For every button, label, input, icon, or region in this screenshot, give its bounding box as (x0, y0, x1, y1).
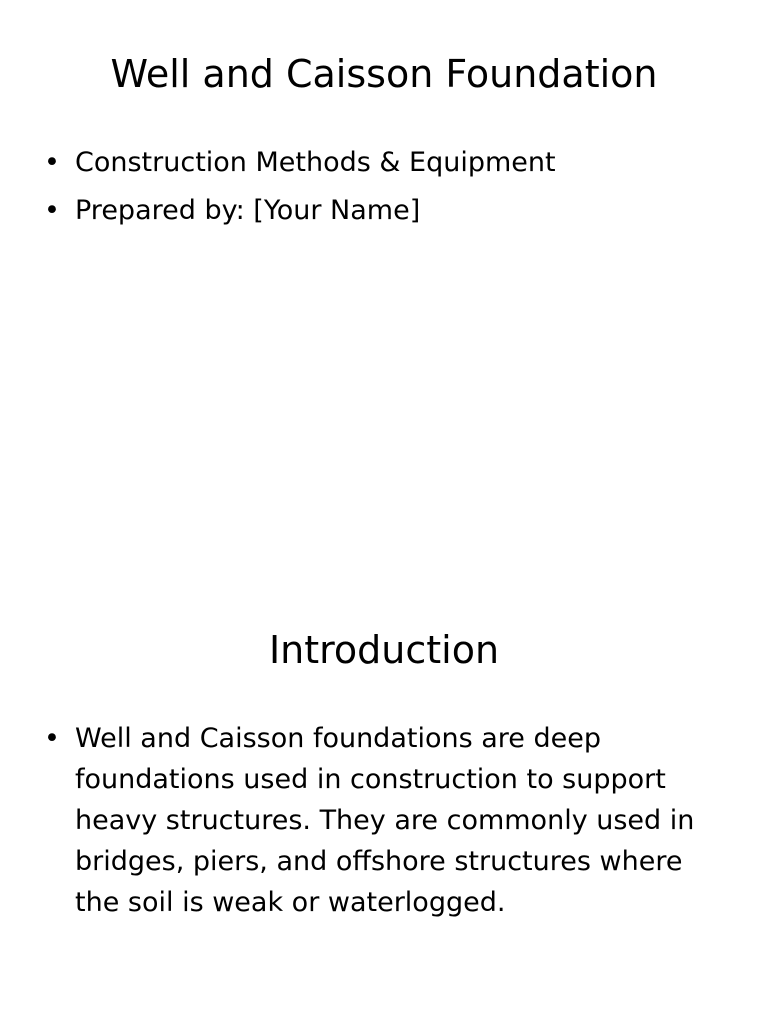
bullet-icon: • (44, 147, 60, 178)
bullet-text: Well and Caisson foundations are deep foundations used in construction to support heavy structures. They are commonly used in bridges, piers, and offshore structures where the soil is weak or waterlogged. (75, 723, 695, 918)
bullet-item (44, 142, 714, 183)
slide-introduction (0, 576, 768, 1024)
slide-introduction-heading: Introduction (268, 628, 500, 672)
bullet-list (44, 718, 714, 930)
bullet-text: Prepared by: [Your Name] (75, 195, 421, 226)
bullet-item (44, 190, 714, 231)
bullet-item (44, 718, 714, 923)
bullet-text: Construction Methods & Equipment (75, 147, 556, 178)
slide-title-heading: Well and Caisson Foundation (110, 52, 658, 96)
bullet-icon: • (44, 723, 60, 754)
bullet-icon: • (44, 195, 60, 226)
bullet-list (44, 142, 714, 238)
